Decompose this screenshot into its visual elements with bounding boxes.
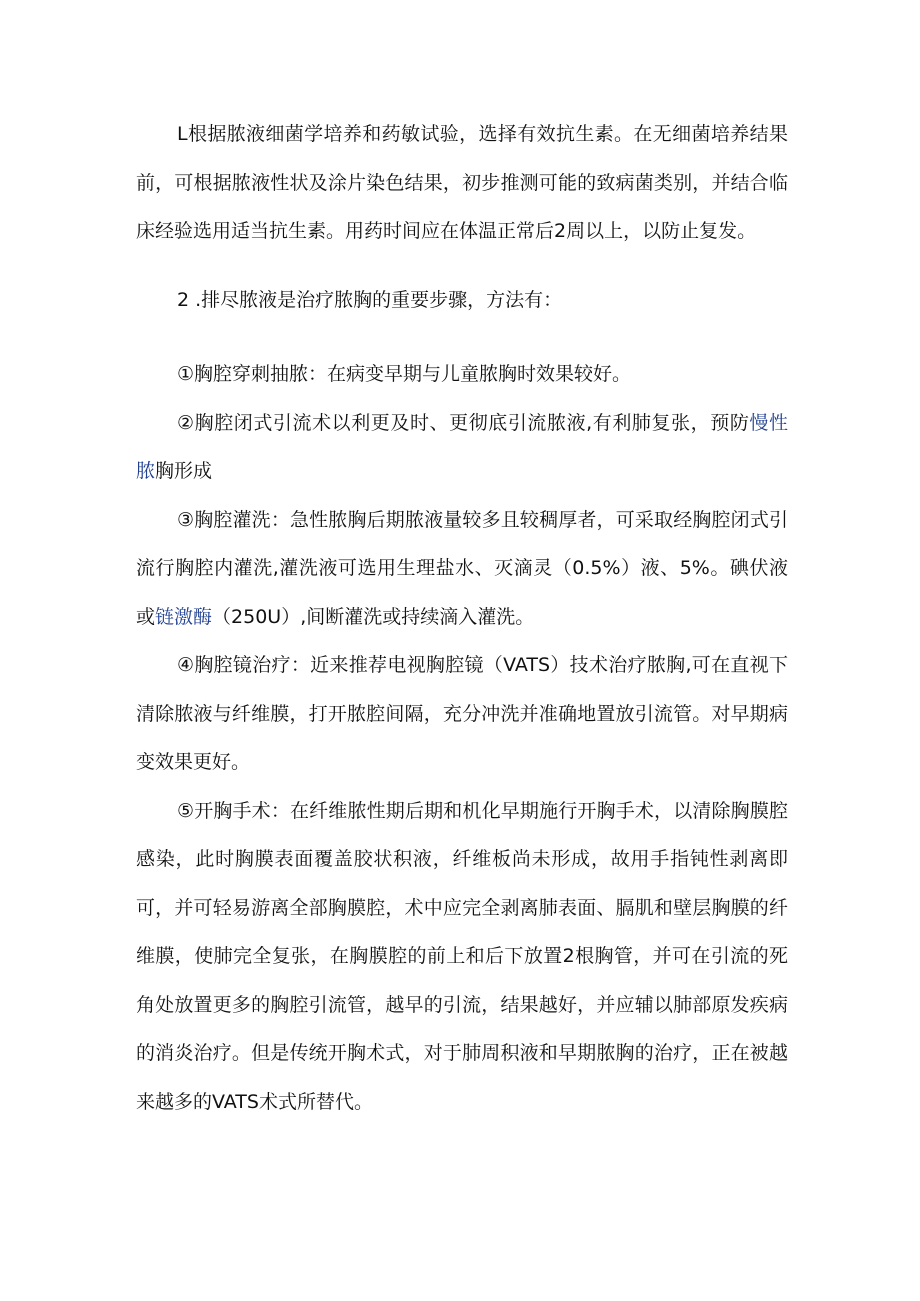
- paragraph-closed-drainage: [136, 399, 788, 496]
- paragraph-antibiotics: L根据脓液细菌学培养和药敏试验，选择有效抗生素。在无细菌培养结果前，可根据脓液性状及涂片染色结果，初步推测可能的致病菌类别，并结合临床经验选用适当抗生素。用药时间应在体温正常后2周以上，以防止复发。: [136, 123, 788, 242]
- paragraph-drainage-intro: 2 .排尽脓液是治疗脓胸的重要步骤，方法有：: [177, 288, 563, 311]
- streptokinase-link[interactable]: 链激酶: [155, 605, 213, 628]
- closed-drainage-text: ②胸腔闭式引流术以利更及时、更彻底引流脓液,有利肺复张，预防: [177, 411, 750, 434]
- irrigation-text: ③胸腔灌洗：急性脓胸后期脓液量较多且较稠厚者，可采取经胸腔闭式引流行胸腔内灌洗,灌洗液可选用生理盐水、灭滴灵（0.5%）液、5%。碘伏液或: [136, 508, 788, 628]
- paragraph-irrigation: [136, 496, 788, 642]
- paragraph-thoracentesis: ①胸腔穿刺抽脓：在病变早期与儿童脓胸时效果较好。: [177, 363, 632, 385]
- paragraph-thoracoscopy: ④胸腔镜治疗：近来推荐电视胸腔镜（VATS）技术治疗脓胸,可在直视下清除脓液与纤维膜，打开脓腔间隔，充分冲洗并准确地置放引流管。对早期病变效果更好。: [136, 654, 788, 773]
- chronic-empyema-link[interactable]: 慢性脓: [136, 411, 788, 482]
- irrigation-text-end: （250U）,间断灌洗或持续滴入灌洗。: [212, 605, 535, 628]
- closed-drainage-text-end: 胸形成: [155, 460, 213, 482]
- document-body: [136, 110, 788, 1126]
- paragraph-thoracotomy: ⑤开胸手术：在纤维脓性期后期和机化早期施行开胸手术，以清除胸膜腔感染，此时胸膜表面覆盖胶状积液，纤维板尚未形成，故用手指钝性剥离即可，并可轻易游离全部胸膜腔，术中应完全剥离肺表面、膈肌和壁层胸膜的纤维膜，使肺完全复张，在胸膜腔的前上和后下放置2根胸管，并可在引流的死角处放置更多的胸腔引流管，越早的引流，结果越好，并应辅以肺部原发疾病的消炎治疗。但是传统开胸术式，对于肺周积液和早期脓胸的治疗，正在被越来越多的VATS术式所替代。: [136, 799, 788, 1113]
